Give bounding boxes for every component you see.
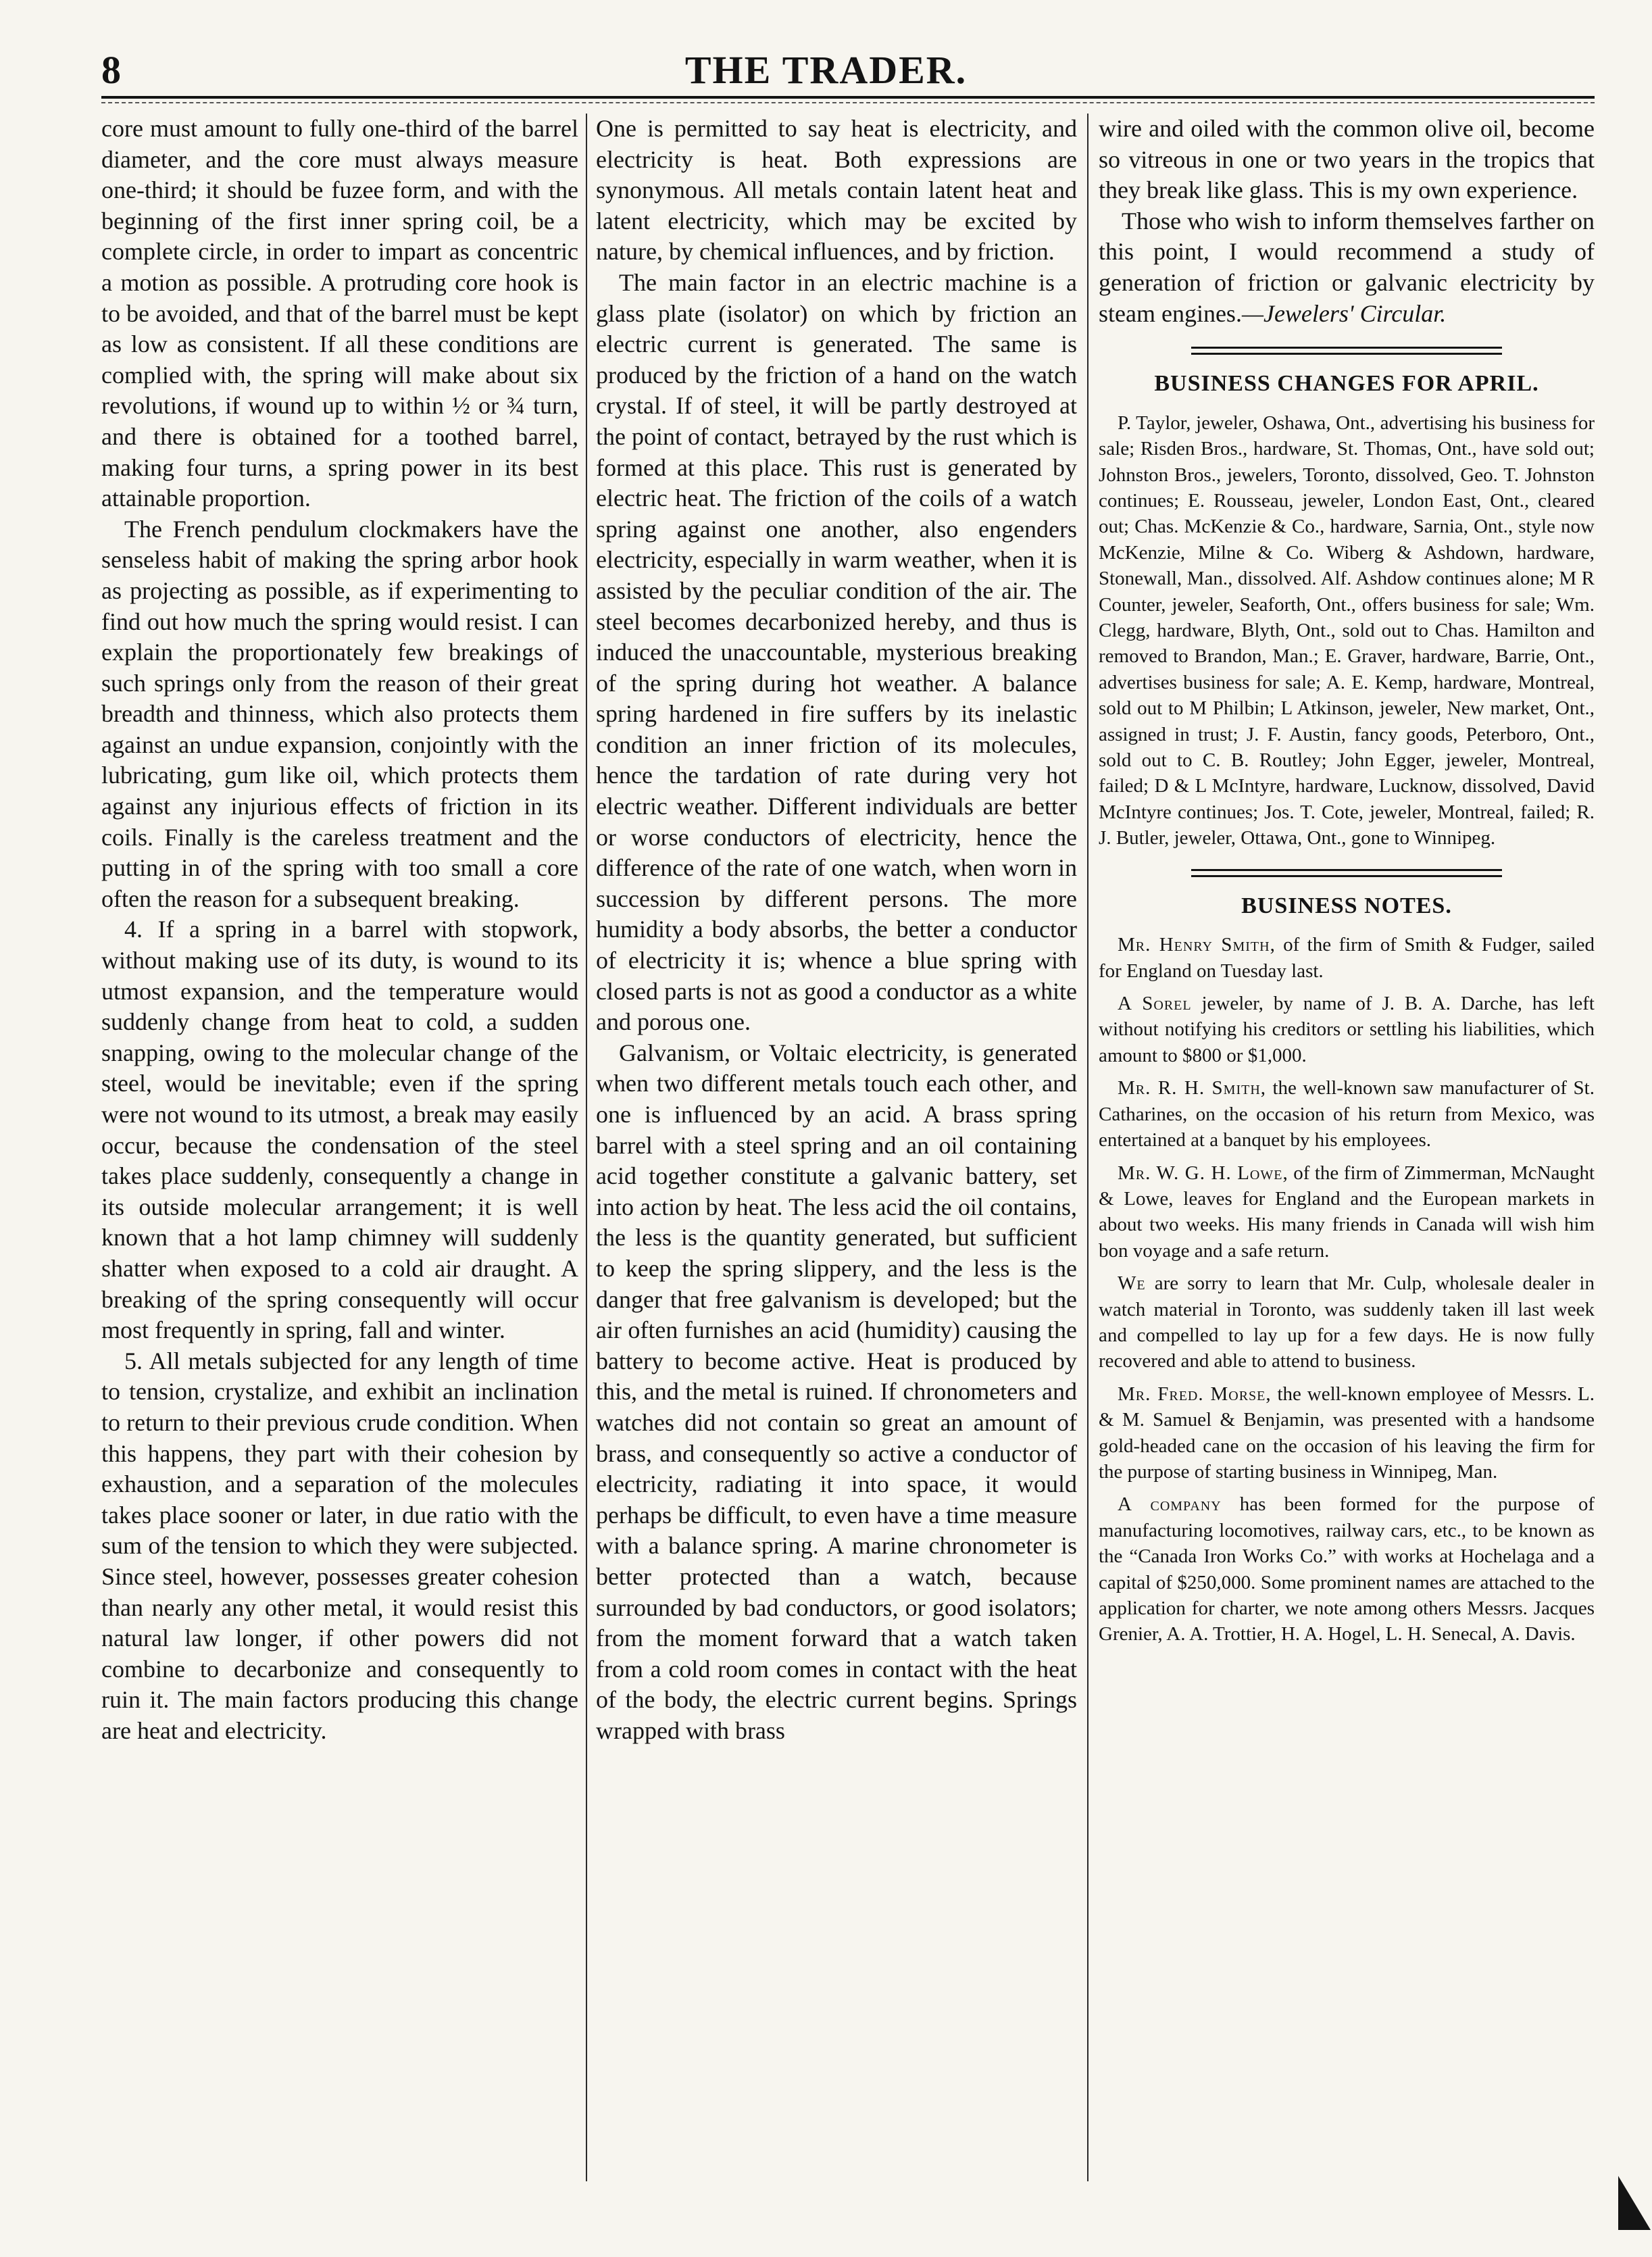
column-2 xyxy=(596,114,1077,2181)
page-number: 8 xyxy=(101,48,121,92)
note-text: the well-known saw manufacturer of St. Catharines, on the occasion of his return from Mexico, was entertained at a banquet by his employees. xyxy=(1099,1077,1595,1151)
business-notes-section xyxy=(1099,932,1595,1647)
paragraph xyxy=(1099,206,1595,329)
note-item xyxy=(1099,932,1595,984)
business-changes-section xyxy=(1099,410,1595,851)
business-notes-heading: BUSINESS NOTES. xyxy=(1241,893,1452,918)
note-lead: Mr. R. H. Smith, xyxy=(1118,1077,1267,1099)
page-title: THE TRADER. xyxy=(684,48,968,92)
note-text: of the firm of Smith & Fudger, sailed for England on Tuesday last. xyxy=(1099,934,1595,982)
note-text: the well-known employee of Messrs. L. & M. Samuel & Benjamin, was presented with a handsome gold-headed cane on the occasion of his leaving the firm for the purpose of starting business in Winnipeg, Man. xyxy=(1099,1383,1595,1483)
note-lead: A Sorel xyxy=(1118,993,1192,1015)
note-lead: Mr. W. G. H. Lowe, xyxy=(1118,1162,1288,1184)
note-item xyxy=(1099,991,1595,1068)
note-item xyxy=(1099,1270,1595,1374)
note-lead: We xyxy=(1118,1272,1146,1295)
paragraph: The French pendulum clockmakers have the senseless habit of making the spring arbor hook as projecting as possible, as if experimenting to find out how much the spring would resist. I can explain the proportionately few breakings of such springs only from the reason of their great breadth and thinness, which also protects them against an undue expansion, conjointly with the lubricating, gum like oil, which protects them against any injurious effects of friction in its coils. Finally is the careless treatment and the putting in of the spring with too small a core often the reason for a subsequent breaking. xyxy=(101,515,578,912)
section-rule xyxy=(1191,347,1502,355)
paragraph: 4. If a spring in a barrel with stopwork, without making use of its duty, is wound to its utmost expansion, and the temperature would suddenly change from heat to cold, a sudden snapping, owing to the molecular change of the steel, would be inevitable; even if the spring were not wound to its utmost, a break may easily occur, because the condensation of the steel takes place suddenly, consequently a change in its outside molecular arrangement; it is well known that a hot lamp chimney will suddenly shatter when exposed to a cold air draught. A breaking of the spring consequently will occur most frequently in spring, fall and winter. xyxy=(101,916,578,1344)
note-text: jeweler, by name of J. B. A. Darche, has left without notifying his creditors or settling his liabilities, which amount to $800 or $1,000. xyxy=(1099,993,1595,1066)
business-changes-heading: BUSINESS CHANGES FOR APRIL. xyxy=(1154,371,1539,397)
note-item xyxy=(1099,1381,1595,1485)
corner-arrow-icon xyxy=(1618,2176,1651,2230)
paragraph: One is permitted to say heat is electricity, and electricity is heat. Both expressions are synonymous. All metals contain latent heat and latent electricity, which may be excited by nature, by chemical influences, and by friction. xyxy=(596,115,1077,266)
paragraph: The main factor in an electric machine is a glass plate (isolator) on which by friction an electric current is generated. The same is produced by the friction of a hand on the watch crystal. If of steel, it will be partly destroyed at the point of contact, betrayed by the rust which is formed at this place. This rust is generated by electric heat. The friction of the coils of a watch spring against one another, also engenders electricity, especially in warm weather, when it is assisted by the peculiar condition of the air. The steel becomes decarbonized hereby, and thus is induced the unaccountable, mysterious breaking of the spring during hot weather. A balance spring hardened in fire suffers by its inelastic condition an inner friction of its molecules, hence the tardation of rate during very hot electric weather. Different individuals are better or worse conductors of electricity, hence the difference of the rate of one watch, when worn in succession by different persons. The more humidity a body absorbs, the better a conductor of electricity it is; whence a blue spring with closed parts is not as good a conductor as a white and porous one. xyxy=(596,268,1077,1036)
paragraph: Galvanism, or Voltaic electricity, is generated when two different metals touch each other, and one is influenced by an acid. A brass spring barrel with a steel spring and an oil containing acid together constitute a galvanic battery, set into action by heat. The less acid the oil contains, the less is the quantity generated, but sufficient to keep the spring slippery, and the less is the danger that free galvanism is developed; but the air often furnishes an acid (humidity) causing the battery to become active. Heat is produced by this, and the metal is ruined. If chronometers and watches did not contain so great an amount of brass, and consequently so active a conductor of electricity, radiating it into space, it would perhaps be difficult, to even have a time measure with a balance spring. A marine chronometer is better protected than a watch, because surrounded by bad conductors, or good isolators; from the moment forward that a watch taken from a cold room comes in contact with the heat of the body, the electric current begins. Springs wrapped with brass xyxy=(596,1039,1077,1744)
note-text: are sorry to learn that Mr. Culp, wholesale dealer in watch material in Toronto, was suddenly taken ill last week and compelled to lay up for a few days. He is now fully recovered and able to attend to business. xyxy=(1099,1272,1595,1372)
paragraph-text: Those who wish to inform themselves farther on this point, I would recommend a study of generation of friction or galvanic electricity by steam engines. xyxy=(1099,207,1595,327)
note-lead: A company xyxy=(1118,1493,1222,1516)
column-1 xyxy=(101,114,578,2181)
note-text: has been formed for the purpose of manufacturing locomotives, railway cars, etc., to be known as the “Canada Iron Works Co.” with works at Hochelaga and a capital of $250,000. Some prominent names are attached to the application for charter, we note among others Messrs. Jacques Grenier, A. A. Trottier, H. A. Hogel, L. H. Senecal, A. Davis. xyxy=(1099,1493,1595,1645)
section-rule xyxy=(1191,869,1502,877)
note-item xyxy=(1099,1075,1595,1153)
column-divider xyxy=(1087,114,1088,2181)
column-divider xyxy=(586,114,587,2181)
header-rule-dashed xyxy=(101,102,1595,103)
paragraph: core must amount to fully one-third of the barrel diameter, and the core must always measure one-third; it should be fuzee form, and with the beginning of the first inner spring coil, be a complete circle, in order to impart as concentric a motion as possible. A protruding core hook is to be avoided, and that of the barrel must be kept as low as consistent. If all these conditions are complied with, the spring will make about six revolutions, if wound up to within ½ or ¾ turn, and there is obtained for a toothed barrel, making four turns, a spring power in its best attainable proportion. xyxy=(101,115,578,512)
note-item xyxy=(1099,1160,1595,1264)
source-credit: —Jewelers' Circular. xyxy=(1241,299,1447,327)
column-3 xyxy=(1099,114,1595,2181)
paragraph: 5. All metals subjected for any length of time to tension, crystalize, and exhibit an inclination to return to their previous crude condition. When this happens, they part with their cohesion by exhaustion, and a separation of the molecules takes place sooner or later, in due ratio with the sum of the tension to which they were subjected. Since steel, however, possesses greater cohesion than nearly any other metal, it would resist this natural law longer, if other powers did not combine to decarbonize and consequently to ruin it. The main factors producing this change are heat and electricity. xyxy=(101,1347,578,1744)
business-changes-text: P. Taylor, jeweler, Oshawa, Ont., advertising his business for sale; Risden Bros., hardware, St. Thomas, Ont., have sold out; Johnston Bros., jewelers, Toronto, dissolved, Geo. T. Johnston continues; E. Rousseau, jeweler, London East, Ont., cleared out; Chas. McKenzie & Co., hardware, Sarnia, Ont., style now McKenzie, Milne & Co. Wiberg & Ashdown, hardware, Stonewall, Man., dissolved. Alf. Ashdow continues alone; M R Counter, jeweler, Seaforth, Ont., offers business for sale; Wm. Clegg, hardware, Blyth, Ont., sold out to Chas. Hamilton and removed to Brandon, Man.; E. Graver, hardware, Barrie, Ont., advertises business for sale; A. E. Kemp, hardware, Montreal, sold out to M Philbin; L Atkinson, jeweler, New market, Ont., assigned in trust; J. F. Austin, fancy goods, Peterboro, Ont., sold out to C. B. Routley; John Egger, jeweler, Montreal, failed; D & L McIntyre, hardware, Lucknow, dissolved, David McIntyre continues; Jos. T. Cote, jeweler, Montreal, failed; R. J. Butler, jeweler, Ottawa, Ont., gone to Winnipeg. xyxy=(1099,412,1595,849)
note-lead: Mr. Henry Smith, xyxy=(1118,934,1276,956)
header-rule xyxy=(101,96,1595,99)
note-item xyxy=(1099,1491,1595,1647)
note-text: of the firm of Zimmerman, McNaught & Lowe, leaves for England and the European markets in about two weeks. His many friends in Canada will wish him bon voyage and a safe return. xyxy=(1099,1162,1595,1262)
paragraph: wire and oiled with the common olive oil, become so vitreous in one or two years in the tropics that they break like glass. This is my own experience. xyxy=(1099,115,1595,204)
note-lead: Mr. Fred. Morse, xyxy=(1118,1383,1272,1405)
